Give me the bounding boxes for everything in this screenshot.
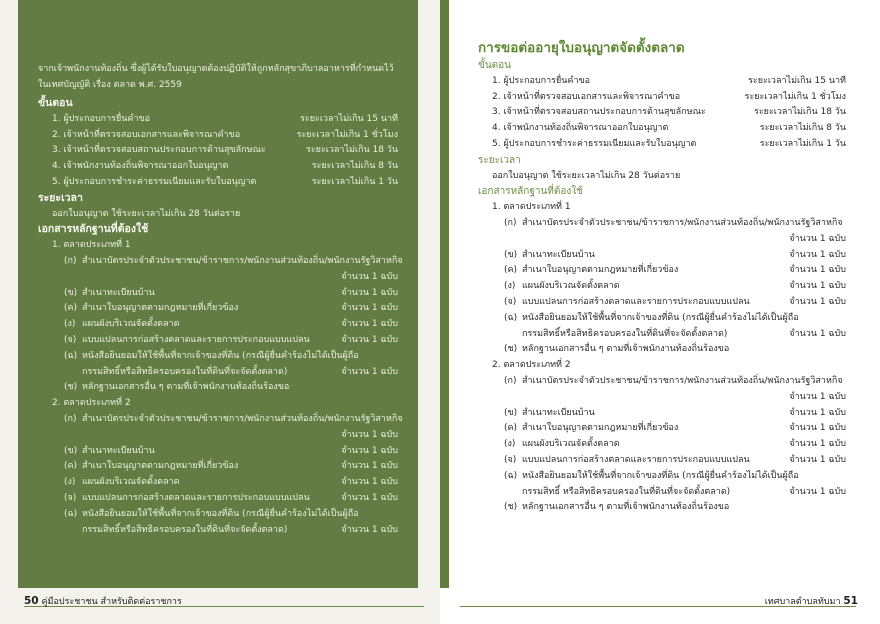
steps-heading: ขั้นตอน [478,60,512,71]
doc-qty: จำนวน 1 ฉบับ [789,391,846,402]
doc-item: (ฉ) หนังสือยินยอมให้ใช้พื้นที่จากเจ้าของที่ดิน (กรณีผู้ยื่นคำร้องไม่ได้เป็นผู้ถือ [64,350,359,361]
market-type-1: 1. ตลาดประเภทที่ 1 [52,240,131,251]
steps-heading: ขั้นตอน [38,97,73,109]
step-item: 1. ผู้ประกอบการยื่นคำขอ ระยะเวลาไม่เกิน 15 นาที [492,75,846,86]
page-title: การขอต่ออายุใบอนุญาตจัดตั้งตลาด [478,40,685,56]
doc-item: (ฉ) หนังสือยินยอมให้ใช้พื้นที่จากเจ้าของที่ดิน (กรณีผู้ยื่นคำร้องไม่ได้เป็นผู้ถือ [64,508,359,519]
intro-text: จากเจ้าพนักงานท้องถิ่น ซึ่งผู้ได้รับใบอนุญาตต้องปฏิบัติให้ถูกหลักสุขาภิบาลอาหารที่กำหนดไว้ในเทศบัญญัติ เรื่อง ตลาด พ.ศ. 2559 [38,64,394,90]
step-item: 4. เจ้าพนักงานท้องถิ่นพิจารณาออกใบอนุญาต ระยะเวลาไม่เกิน 8 วัน [492,123,846,134]
doc-item: (ก) สำเนาบัตรประจำตัวประชาชน/ข้าราชการ/พนักงานส่วนท้องถิ่น/พนักงานรัฐวิสาหกิจ [64,413,403,424]
doc-item-cont: กรรมสิทธิ์หรือสิทธิครอบครองในที่ดินที่จะจัดตั้งตลาด) จำนวน 1 ฉบับ [522,328,846,339]
duration-heading: ระยะเวลา [38,191,83,204]
doc-item: (ช) หลักฐานเอกสารอื่น ๆ ตามที่เจ้าพนักงานท้องถิ่นร้องขอ [504,344,730,355]
green-strip [440,0,449,588]
duration-text: ออกใบอนุญาต ใช้ระยะเวลาไม่เกิน 28 วันต่อราย [52,208,241,219]
step-item: 5. ผู้ประกอบการชำระค่าธรรมเนียมและรับใบอนุญาต ระยะเวลาไม่เกิน 1 วัน [492,138,846,149]
market-type-2: 2. ตลาดประเภทที่ 2 [492,360,571,371]
page-number: 50 [24,595,39,607]
step-item: 2. เจ้าหน้าที่ตรวจสอบเอกสารและพิจารณาคำขอ ระยะเวลาไม่เกิน 1 ชั่วโมง [52,129,398,140]
step-item: 2. เจ้าหน้าที่ตรวจสอบเอกสารและพิจารณาคำขอ ระยะเวลาไม่เกิน 1 ชั่วโมง [492,91,846,102]
doc-item: (จ) แบบแปลนการก่อสร้างตลาดและรายการประกอบแบบแปลน จำนวน 1 ฉบับ [64,334,398,345]
footer-text: เทศบาลตำบลทับมา [764,597,841,607]
doc-item-cont: กรรมสิทธิ์ หรือสิทธิครอบครองในที่ดินที่จะจัดตั้งตลาด) จำนวน 1 ฉบับ [522,486,846,497]
left-footer [24,594,182,608]
step-item: 1. ผู้ประกอบการยื่นคำขอ ระยะเวลาไม่เกิน 15 นาที [52,113,398,124]
doc-item: (ง) แผนผังบริเวณจัดตั้งตลาด จำนวน 1 ฉบับ [64,319,398,330]
page-number: 51 [843,595,858,607]
duration-heading: ระยะเวลา [478,154,521,166]
duration-text: ออกใบอนุญาต ใช้ระยะเวลาไม่เกิน 28 วันต่อราย [492,170,681,181]
doc-item: (ข) สำเนาทะเบียนบ้าน จำนวน 1 ฉบับ [64,287,398,298]
doc-item-cont: กรรมสิทธิ์หรือสิทธิครอบครองในที่ดินที่จะจัดตั้งตลาด) จำนวน 1 ฉบับ [82,366,398,377]
step-item: 4. เจ้าพนักงานท้องถิ่นพิจารณาออกใบอนุญาต ระยะเวลาไม่เกิน 8 วัน [52,161,398,172]
step-item: 3. เจ้าหน้าที่ตรวจสอบสถานประกอบการด้านสุขลักษณะ ระยะเวลาไม่เกิน 18 วัน [492,107,846,118]
right-page [440,0,880,624]
right-content [478,38,846,516]
doc-item: (ข) สำเนาทะเบียนบ้าน จำนวน 1 ฉบับ [64,445,398,456]
doc-qty: จำนวน 1 ฉบับ [789,233,846,244]
doc-qty: จำนวน 1 ฉบับ [341,271,398,282]
doc-item: (ค) สำเนาใบอนุญาตตามกฎหมายที่เกี่ยวข้อง จำนวน 1 ฉบับ [64,461,398,472]
left-content [38,61,403,538]
doc-item: (ค) สำเนาใบอนุญาตตามกฎหมายที่เกี่ยวข้อง จำนวน 1 ฉบับ [64,303,398,314]
doc-item: (จ) แบบแปลนการก่อสร้างตลาดและรายการประกอบแบบแปลน จำนวน 1 ฉบับ [504,296,846,307]
doc-item: (ค) สำเนาใบอนุญาตตามกฎหมายที่เกี่ยวข้อง จำนวน 1 ฉบับ [504,265,846,276]
market-type-2: 2. ตลาดประเภทที่ 2 [52,398,131,409]
doc-item: (ก) สำเนาบัตรประจำตัวประชาชน/ข้าราชการ/พนักงานส่วนท้องถิ่น/พนักงานรัฐวิสาหกิจ [504,375,843,386]
step-item: 3. เจ้าหน้าที่ตรวจสอบสถานประกอบการด้านสุขลักษณะ ระยะเวลาไม่เกิน 18 วัน [52,145,398,156]
doc-item: (ก) สำเนาบัตรประจำตัวประชาชน/ข้าราชการ/พนักงานส่วนท้องถิ่น/พนักงานรัฐวิสาหกิจ [64,255,403,266]
footer-text: คู่มือประชาชน สำหรับติดต่อราชการ [41,597,182,607]
doc-item: (ค) สำเนาใบอนุญาตตามกฎหมายที่เกี่ยวข้อง จำนวน 1 ฉบับ [504,423,846,434]
doc-item: (ฉ) หนังสือยินยอมให้ใช้พื้นที่จากเจ้าของที่ดิน (กรณีผู้ยื่นคำร้องไม่ได้เป็นผู้ถือ [504,312,799,323]
docs-heading: เอกสารหลักฐานที่ต้องใช้ [478,186,583,198]
market-type-1: 1. ตลาดประเภทที่ 1 [492,202,571,213]
doc-item: (ง) แผนผังบริเวณจัดตั้งตลาด จำนวน 1 ฉบับ [504,281,846,292]
doc-item: (ช) หลักฐานเอกสารอื่น ๆ ตามที่เจ้าพนักงานท้องถิ่นร้องขอ [504,502,730,513]
doc-item: (ข) สำเนาทะเบียนบ้าน จำนวน 1 ฉบับ [504,407,846,418]
doc-item: (ง) แผนผังบริเวณจัดตั้งตลาด จำนวน 1 ฉบับ [64,477,398,488]
doc-item: (ข) สำเนาทะเบียนบ้าน จำนวน 1 ฉบับ [504,249,846,260]
step-item: 5. ผู้ประกอบการชำระค่าธรรมเนียมและรับใบอนุญาต ระยะเวลาไม่เกิน 1 วัน [52,176,398,187]
doc-item: (ช) หลักฐานเอกสารอื่น ๆ ตามที่เจ้าพนักงานท้องถิ่นร้องขอ [64,382,290,393]
doc-item: (ฉ) หนังสือยินยอมให้ใช้พื้นที่จากเจ้าของที่ดิน (กรณีผู้ยื่นคำร้องไม่ได้เป็นผู้ถือ [504,470,799,481]
doc-item: (ง) แผนผังบริเวณจัดตั้งตลาด จำนวน 1 ฉบับ [504,439,846,450]
doc-item: (จ) แบบแปลนการก่อสร้างตลาดและรายการประกอบแบบแปลน จำนวน 1 ฉบับ [64,492,398,503]
right-footer [765,594,858,608]
doc-item-cont: กรรมสิทธิ์หรือสิทธิครอบครองในที่ดินที่จะจัดตั้งตลาด) จำนวน 1 ฉบับ [82,524,398,535]
doc-item: (จ) แบบแปลนการก่อสร้างตลาดและรายการประกอบแบบแปลน จำนวน 1 ฉบับ [504,454,846,465]
doc-qty: จำนวน 1 ฉบับ [341,429,398,440]
docs-heading: เอกสารหลักฐานที่ต้องใช้ [38,223,149,236]
doc-item: (ก) สำเนาบัตรประจำตัวประชาชน/ข้าราชการ/พนักงานส่วนท้องถิ่น/พนักงานรัฐวิสาหกิจ [504,217,843,228]
